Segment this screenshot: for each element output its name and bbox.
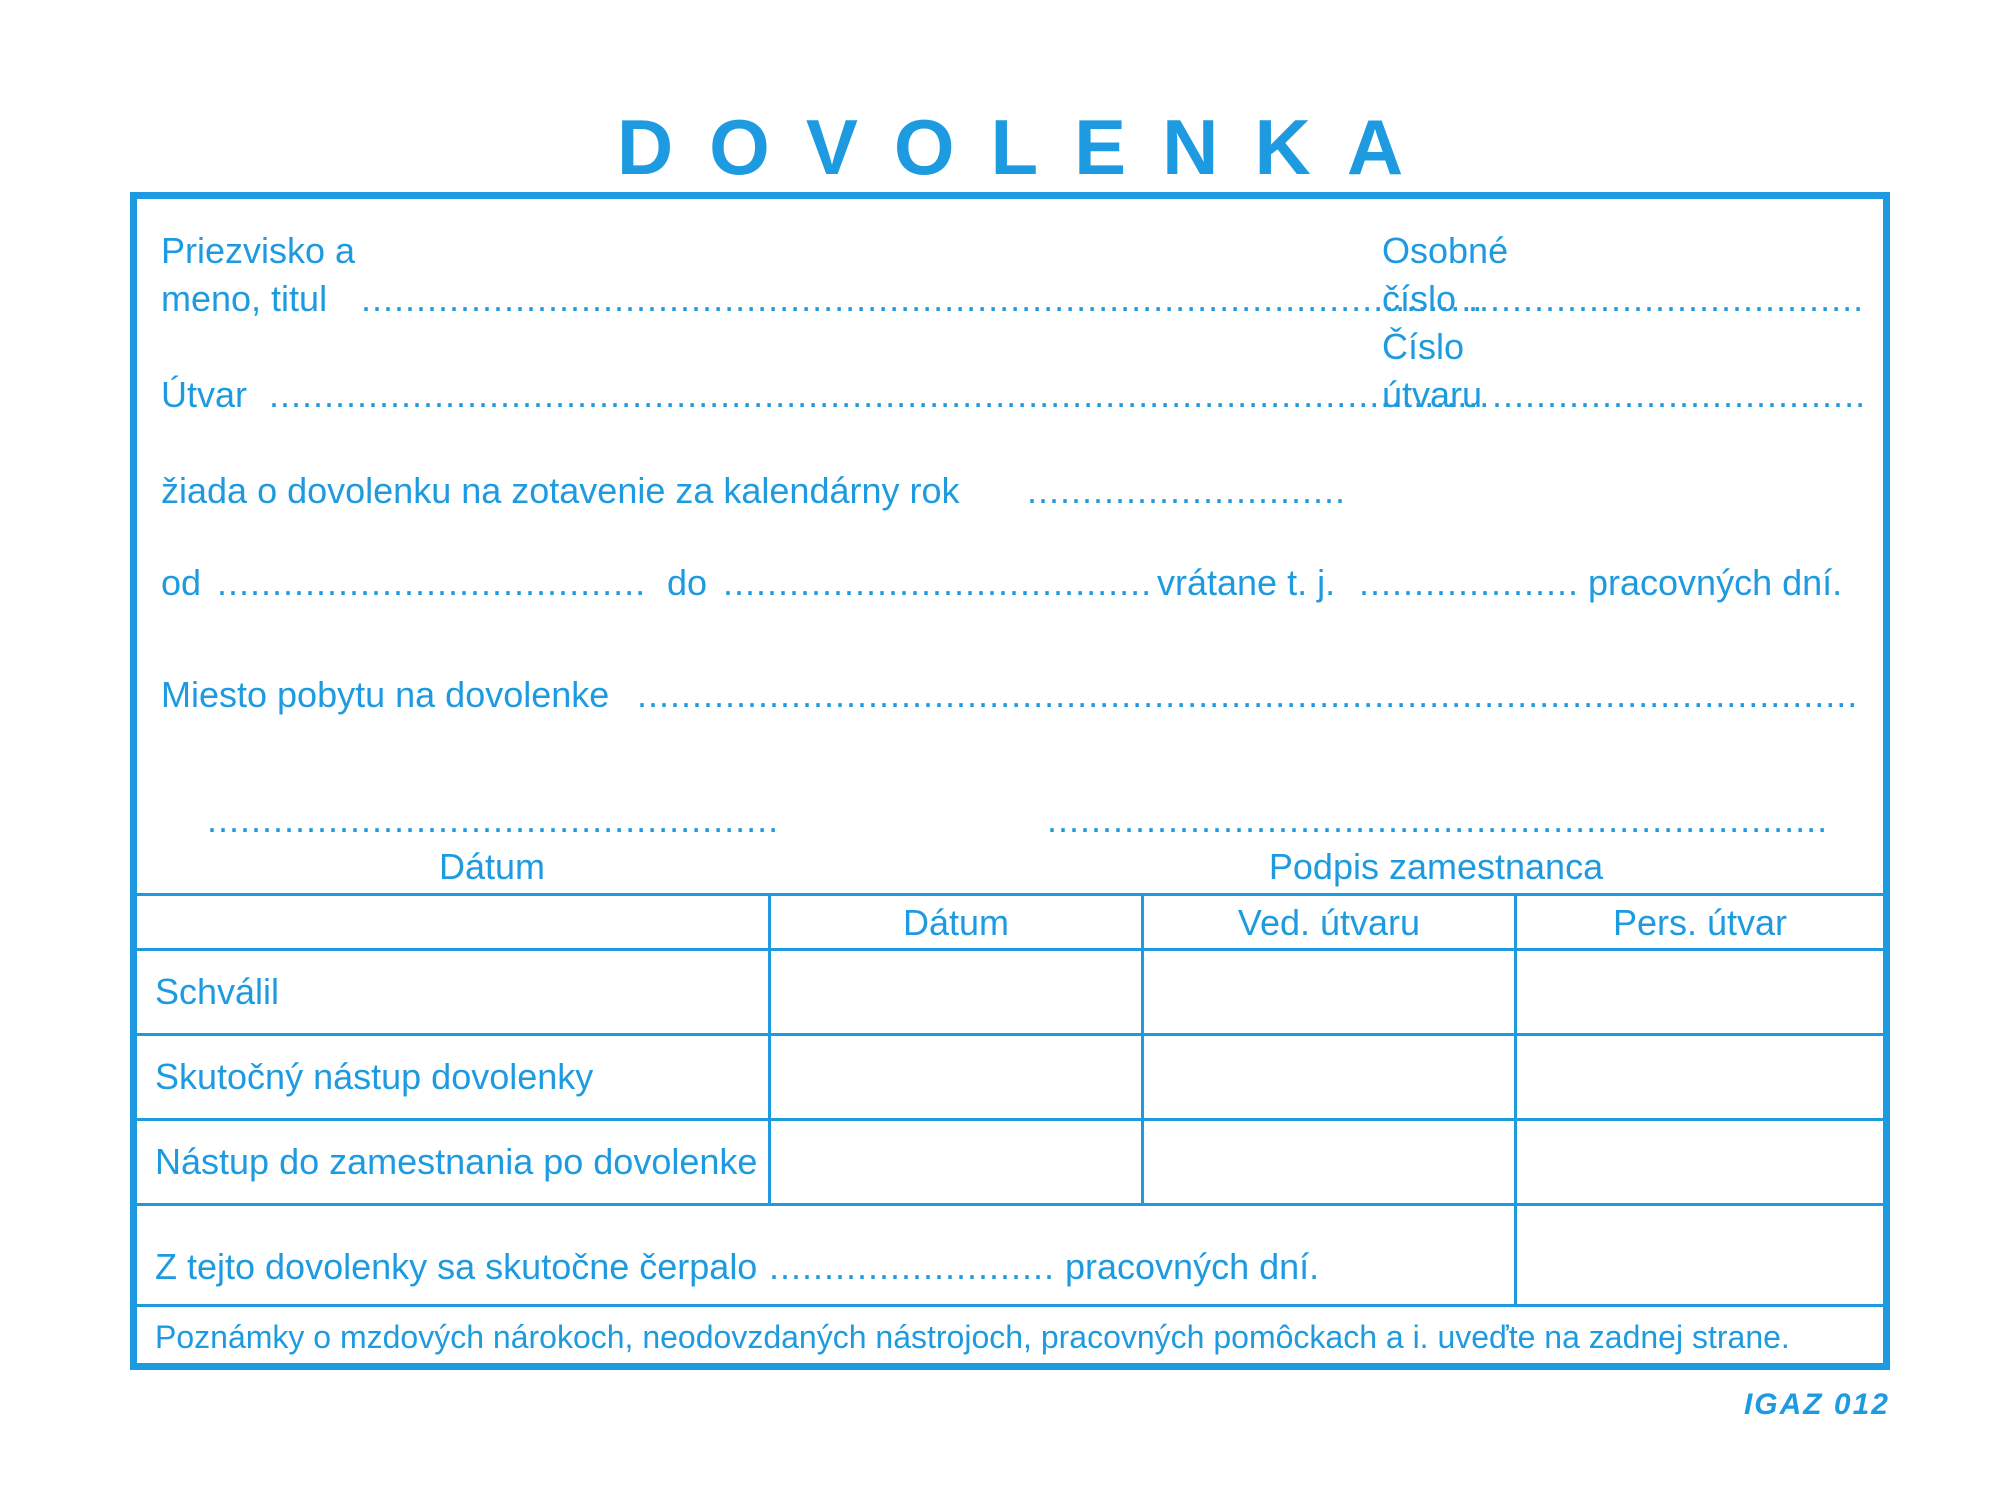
- request-label: žiada o dovolenku na zotavenie za kalendárny rok: [161, 470, 960, 511]
- unit-number-field[interactable]: [1492, 377, 1866, 413]
- calendar-year-field[interactable]: [1027, 473, 1342, 509]
- header-unit-head: Ved. útvaru: [1237, 902, 1421, 943]
- to-label: do: [667, 562, 708, 603]
- unit-field[interactable]: [269, 374, 1486, 415]
- table-row-border: [137, 1203, 1883, 1206]
- used-days-field[interactable]: [769, 1249, 1055, 1285]
- date-caption: Dátum: [438, 846, 546, 887]
- note-text: Poznámky o mzdových nárokoch, neodovzdaných nástrojoch, pracovných pomôckach a i. uveďte na zadnej strane.: [155, 1319, 1790, 1355]
- table-row-border: [137, 1118, 1883, 1121]
- to-date-field[interactable]: [723, 565, 1151, 601]
- employee-signature-caption: Podpis zamestnanca: [1268, 846, 1604, 887]
- row-approved: Schválil: [155, 971, 280, 1012]
- workdays-count-field[interactable]: [1359, 565, 1581, 601]
- employee-signature-field[interactable]: [1047, 802, 1825, 838]
- vacation-form: [130, 192, 1890, 1370]
- unit-number-label-line1: Číslo: [1382, 326, 1465, 367]
- personal-number-label-line1: Osobné: [1382, 230, 1509, 271]
- row-return-to-work: Nástup do zamestnania po dovolenke: [155, 1141, 758, 1182]
- table-column-divider: [1514, 893, 1517, 1307]
- form-title: DOVOLENKA: [616, 103, 1440, 191]
- workdays-label: pracovných dní.: [1588, 562, 1843, 603]
- form-code: IGAZ 012: [1743, 1388, 1890, 1421]
- table-top-border: [137, 893, 1883, 896]
- name-label-line1: Priezvisko a: [161, 230, 356, 271]
- name-field[interactable]: [361, 278, 1486, 319]
- summary-border: [137, 1304, 1883, 1307]
- header-personnel-unit: Pers. útvar: [1612, 902, 1788, 943]
- used-days-label: Z tejto dovolenky sa skutočne čerpalo: [155, 1246, 758, 1287]
- including-label: vrátane t. j.: [1157, 562, 1336, 603]
- stay-place-field[interactable]: [637, 677, 1857, 713]
- date-signature-field[interactable]: [207, 802, 777, 838]
- table-row-border: [137, 1033, 1883, 1036]
- from-label: od: [161, 562, 202, 603]
- table-header-border: [137, 948, 1883, 951]
- row-actual-start: Skutočný nástup dovolenky: [155, 1056, 594, 1097]
- unit-number-label-line2: útvaru: [1382, 374, 1483, 415]
- from-date-field[interactable]: [217, 565, 645, 601]
- unit-label: Útvar: [161, 374, 248, 415]
- stay-place-label: Miesto pobytu na dovolenke: [161, 674, 610, 715]
- header-date: Dátum: [902, 902, 1010, 943]
- name-label-line2: meno, titul: [161, 278, 328, 319]
- used-workdays-label: pracovných dní.: [1065, 1246, 1320, 1287]
- personal-number-label-line2: číslo: [1382, 278, 1457, 319]
- personal-number-field[interactable]: [1468, 281, 1866, 317]
